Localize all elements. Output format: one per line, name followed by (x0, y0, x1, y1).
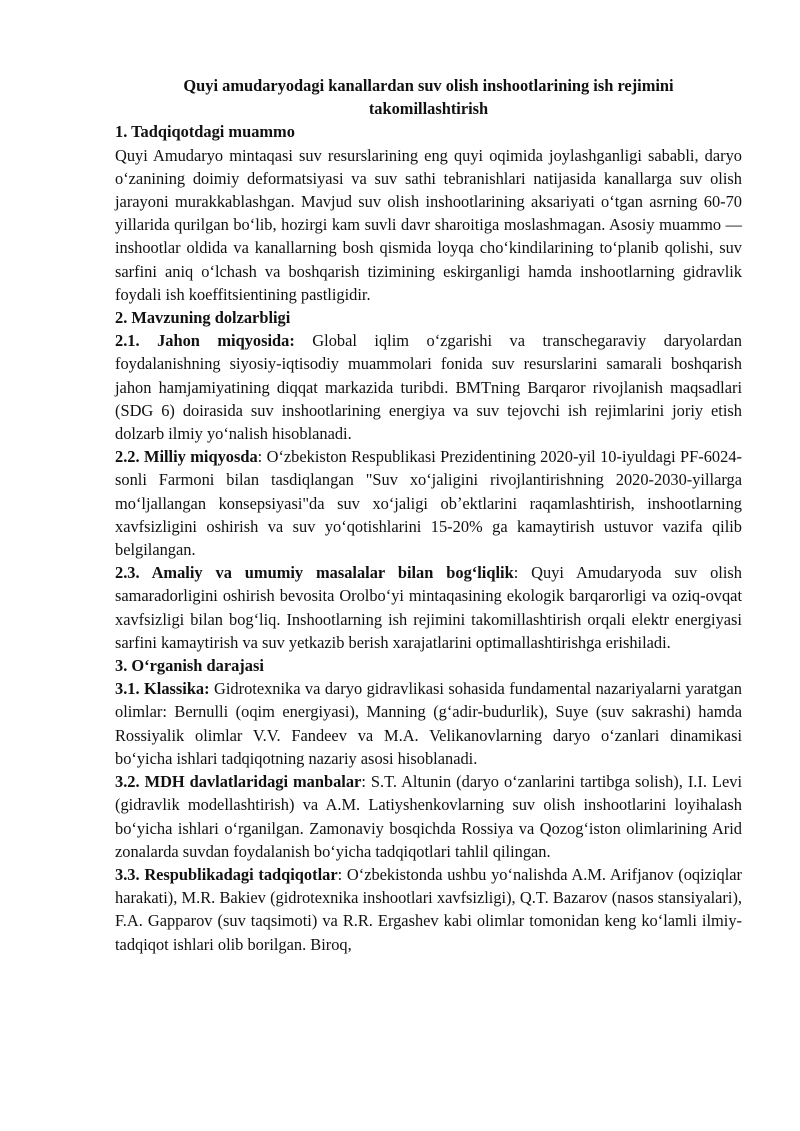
section-heading-relevance: 2. Mavzuning dolzarbligi (115, 308, 291, 328)
paragraph-national (115, 445, 742, 561)
paragraph-body: Gidrotexnika va daryo gidravlikasi sohasida fundamental nazariyalarni yaratgan olimlar: Bernulli (oqim energiyasi), Manning (gʻadir-budurlik), Suye (suv sakrashi) hamda Rossiyalik olimlar V.V. Fandeev va M.A. Velikanovlarning daryo oʻzanlari dinamikasi boʻyicha ishlari tadqiqotning nazariy asosi hisoblanadi. (115, 679, 742, 768)
paragraph-lead: 2.1. Jahon miqyosida: (115, 331, 295, 351)
paragraph-body: : S.T. Altunin (daryo oʻzanlarini tartibga solish), I.I. Levi (gidravlik modellashtirish) va A.M. Latiyshenkovlarning suv olish inshootlarini loyihalash boʻyicha ishlari oʻrganilgan. Zamonaviy bosqichda Rossiya va Qozogʻiston olimlarining Arid zonalarda suvdan foydalanish boʻyicha tadqiqotlari tahlil qilingan. (115, 772, 743, 861)
section-heading-problem: 1. Tadqiqotdagi muammo (115, 122, 295, 142)
paragraph-practical (115, 561, 742, 654)
paragraph-lead: 2.3. Amaliy va umumiy masalalar bilan bogʻliqlik (115, 563, 514, 583)
paragraph-lead: 2.2. Milliy miqyosda (115, 447, 258, 467)
paragraph-body: Global iqlim oʻzgarishi va transchegaraviy daryolardan foydalanishning siyosiy-iqtisodiy muammolari fonida suv resurslarini samarali boshqarish jahon hamjamiyatining diqqat markazida turibdi. BMTning Barqaror rivojlanish maqsadlari (SDG 6) doirasida suv inshootlarining energiya va suv tejovchi ish rejimlarini joriy etish dolzarb ilmiy yoʻnalish hisoblanadi. (115, 331, 743, 444)
section-heading-study-level: 3. Oʻrganish darajasi (115, 656, 264, 676)
paragraph-republic-research (115, 863, 742, 956)
paragraph-body: : Quyi Amudaryoda suv olish samaradorligini oshirish bevosita Orolboʻyi mintaqasining ekologik barqarorligi va oziq-ovqat xavfsizligi bilan bogʻliq. Inshootlarning ish rejimini takomillashtirish orqali elektr energiyasi sarfini kamaytirish va suv yetkazib berish xarajatlarini optimallashtirishga erishiladi. (115, 563, 742, 652)
paragraph-cis-sources (115, 770, 742, 863)
paragraph-global (115, 329, 742, 445)
section-text-problem: Quyi Amudaryo mintaqasi suv resurslarining eng quyi oqimida joylashganligi sababli, daryo oʻzanining doimiy deformatsiyasi va suv sathi tebranishlari natijasida kanallarga suv olish jarayoni murakkablashgan. Mavjud suv olish inshootlarining aksariyati oʻtgan asrning 60-70 yillarida qurilgan boʻlib, hozirgi kam suvli davr sharoitiga moslashmagan. Asosiy muammo — inshootlar oldida va kanallarning bosh qismida loyqa choʻkindilarining toʻplanib qolishi, suv sarfini aniq oʻlchash va boshqarish tizimining eskirganligi hamda inshootlarning gidravlik foydali ish koeffitsientining pastligidir. (115, 145, 742, 304)
paragraph-body: : Oʻzbekiston Respublikasi Prezidentining 2020-yil 10-iyuldagi PF-6024-sonli Farmoni bilan tasdiqlangan "Suv xoʻjaligini rivojlantirishning 2020-2030-yillarga moʻljallangan konsepsiyasi"da suv xoʻjaligi obʼektlarini raqamlashtirish, inshootlarning xavfsizligini oshirish va suv yoʻqotishlarini 15-20% ga kamaytirish ustuvor vazifa qilib belgilangan. (115, 447, 742, 560)
document-page (115, 74, 742, 956)
paragraph-lead: 3.2. MDH davlatlaridagi manbalar (115, 772, 362, 792)
paragraph-body: : Oʻzbekistonda ushbu yoʻnalishda A.M. Arifjanov (oqiziqlar harakati), M.R. Bakiev (gidrotexnika inshootlari xavfsizligi), Q.T. Bazarov (nasos stansiyalari), F.A. Gapparov (suv taqsimoti) va R.R. Ergashev kabi olimlar tomonidan keng koʻlamli ilmiy-tadqiqot ishlari olib borilgan. Biroq, (115, 864, 742, 954)
paragraph-lead: 3.3. Respublikadagi tadqiqotlar (115, 864, 338, 884)
paragraph-lead: 3.1. Klassika: (115, 679, 210, 699)
paragraph-classics (115, 677, 742, 770)
document-title: Quyi amudaryodagi kanallardan suv olish inshootlarining ish rejimini takomillashtirish (183, 76, 674, 119)
